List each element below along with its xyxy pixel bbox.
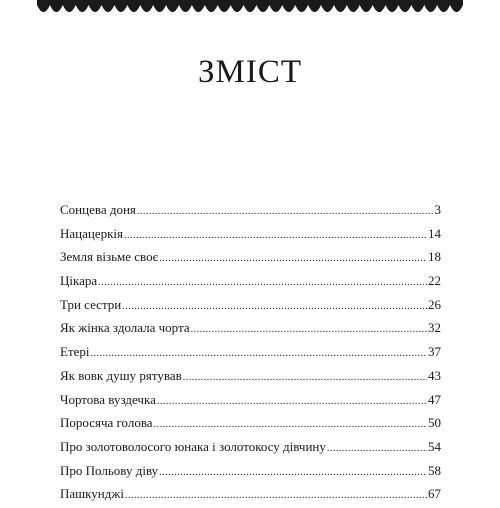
toc-entry-title: Поросяча голова: [60, 415, 153, 431]
toc-entry[interactable]: [60, 411, 441, 435]
toc-entry-page-number: 37: [428, 344, 441, 360]
dot-leader: [157, 390, 427, 414]
toc-entry-page-number: 67: [428, 486, 441, 502]
toc-entry-page-number: 3: [434, 202, 441, 217]
toc-entry-title: Нацацеркія: [60, 225, 124, 241]
dot-leader: [327, 437, 427, 461]
toc-entry-title: Як вовк душу рятував: [60, 367, 182, 383]
toc-entry[interactable]: [60, 364, 441, 388]
toc-entry-page-number: 18: [428, 249, 441, 265]
dot-leader: [159, 247, 427, 271]
dot-leader: [98, 271, 427, 295]
toc-entry-title: Три сестри: [60, 296, 122, 312]
decorative-top-border: [37, 0, 463, 20]
dot-leader: [159, 461, 427, 485]
toc-entry-title: Про золотоволосого юнака і золотокосу дівчину: [60, 438, 326, 454]
toc-entry-page-number: 43: [428, 367, 441, 383]
toc-entry-page-number: 47: [428, 391, 441, 407]
page-title: ЗМІСТ: [197, 54, 303, 90]
toc-entry-page-number: 26: [428, 296, 441, 312]
dot-leader: [137, 200, 434, 224]
toc-entry-title: Земля візьме своє: [60, 249, 159, 265]
toc-entry-page-number: 50: [428, 415, 441, 431]
dot-leader: [122, 295, 427, 319]
toc-entry[interactable]: [60, 459, 441, 483]
toc-entry[interactable]: [60, 388, 441, 412]
table-of-contents: [60, 198, 441, 506]
toc-entry[interactable]: [60, 269, 441, 293]
dot-leader: [91, 342, 427, 366]
dot-leader: [125, 484, 427, 508]
toc-entry-page-number: 32: [428, 320, 441, 336]
toc-entry[interactable]: [60, 435, 441, 459]
toc-entry-page-number: 54: [428, 438, 441, 454]
toc-entry[interactable]: [60, 245, 441, 269]
toc-entry[interactable]: [60, 340, 441, 364]
toc-entry[interactable]: [60, 316, 441, 340]
dot-leader: [124, 224, 427, 248]
toc-entry[interactable]: [60, 482, 441, 506]
toc-entry-page-number: 22: [428, 273, 441, 289]
toc-entry-title: Сонцева доня: [60, 202, 136, 217]
toc-entry[interactable]: [60, 293, 441, 317]
toc-entry-page-number: 14: [428, 225, 441, 241]
toc-entry-title: Як жінка здолала чорта: [60, 320, 190, 336]
dot-leader: [183, 366, 427, 390]
toc-entry-title: Етері: [60, 344, 90, 360]
toc-entry[interactable]: [60, 222, 441, 246]
toc-entry[interactable]: [60, 198, 441, 222]
toc-entry-title: Про Польову діву: [60, 462, 159, 478]
toc-entry-page-number: 58: [428, 462, 441, 478]
toc-entry-title: Пашкунджі: [60, 486, 124, 502]
dot-leader: [154, 413, 427, 437]
toc-entry-title: Чортова вуздечка: [60, 391, 156, 407]
dot-leader: [191, 318, 427, 342]
toc-entry-title: Цікара: [60, 273, 98, 289]
